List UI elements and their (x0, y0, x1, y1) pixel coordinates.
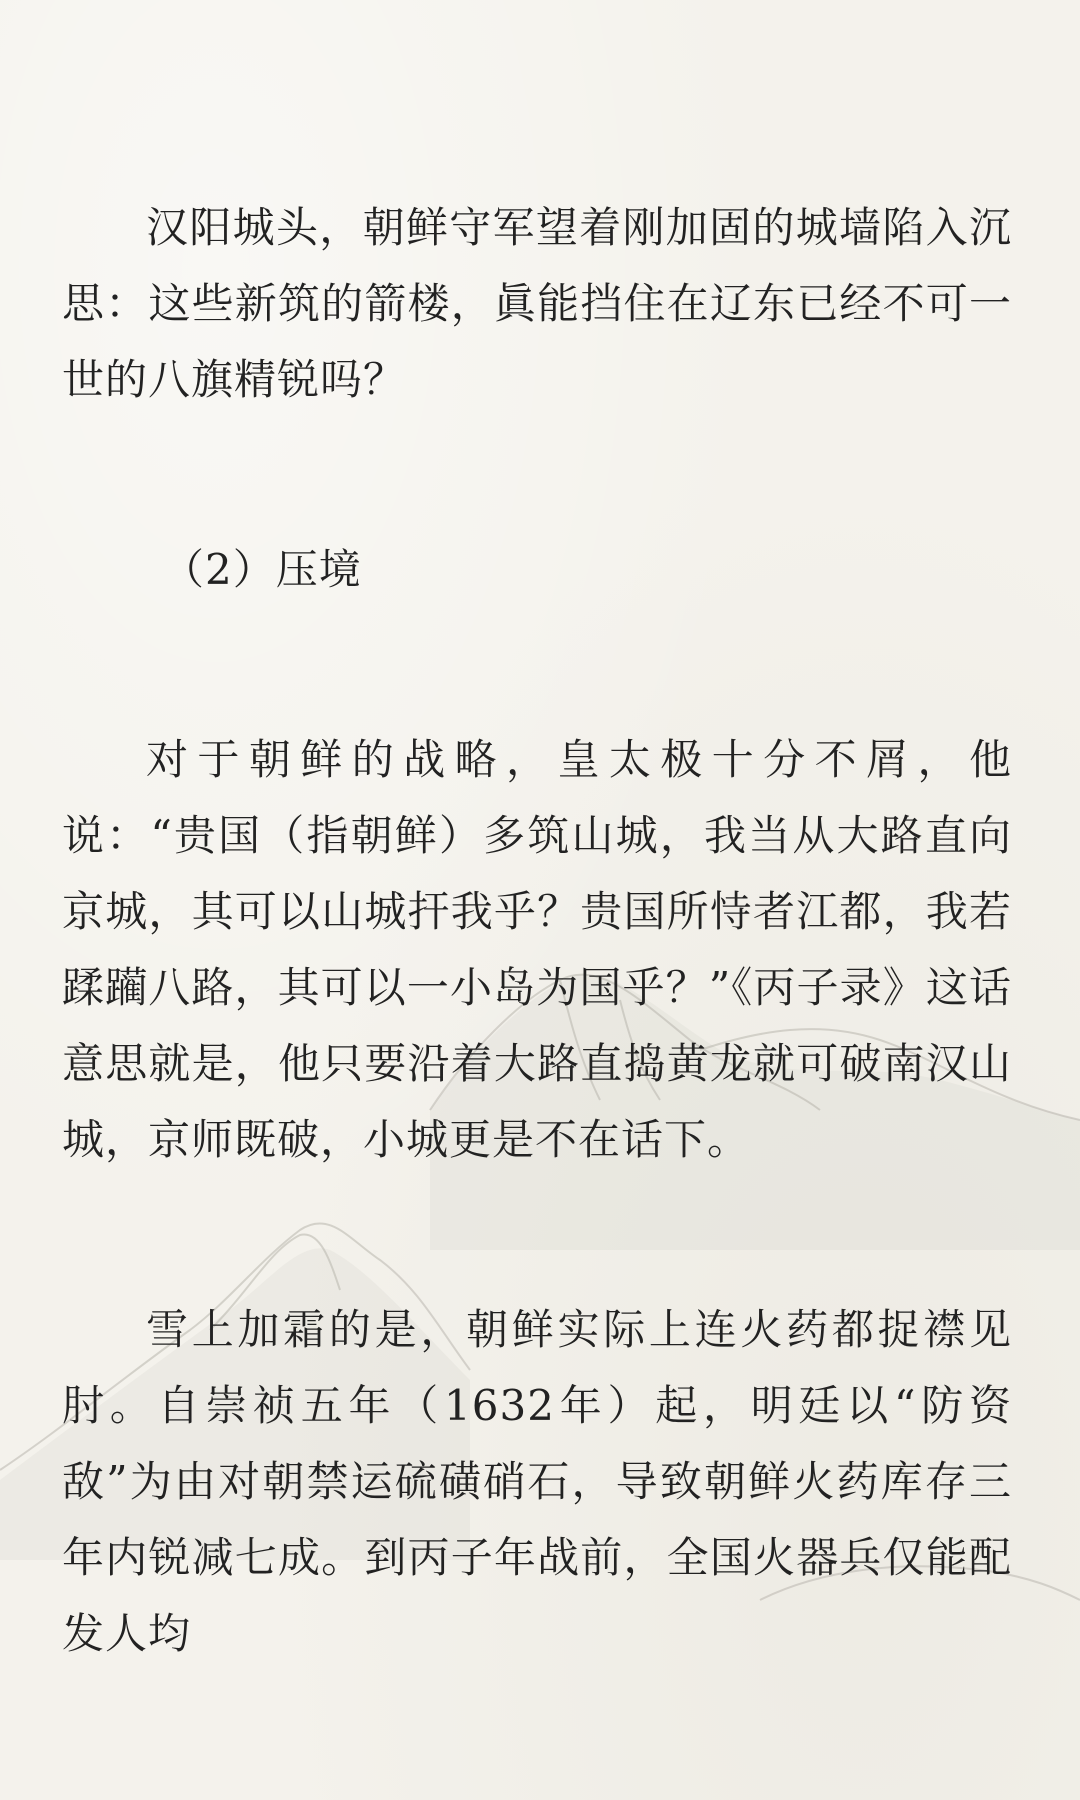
section-heading: （2）压境 (162, 545, 362, 594)
article-body (62, 190, 1012, 1672)
paragraph-1: 汉阳城头，朝鲜守军望着刚加固的城墙陷入沉思：这些新筑的箭楼，眞能挡住在辽东已经不可一世的八旗精锐吗？ (62, 203, 1012, 404)
paragraph-3: 雪上加霜的是，朝鲜实际上连火药都捉襟见肘。自崇祯五年（1632年）起，明廷以“防资敌”为由对朝禁运硫磺硝石，导致朝鲜火药库存三年内锐减七成。到丙子年战前，全国火器兵仅能配发人均 (62, 1305, 1012, 1658)
paragraph-2: 对于朝鲜的战略，皇太极十分不屑，他说：“贵国（指朝鲜）多筑山城，我当从大路直向京城，其可以山城扞我乎？贵国所恃者江都，我若蹂躏八路，其可以一小岛为国乎？”《丙子录》这话意思就是，他只要沿着大路直捣黄龙就可破南汉山城，京师既破，小城更是不在话下。 (62, 735, 1012, 1164)
